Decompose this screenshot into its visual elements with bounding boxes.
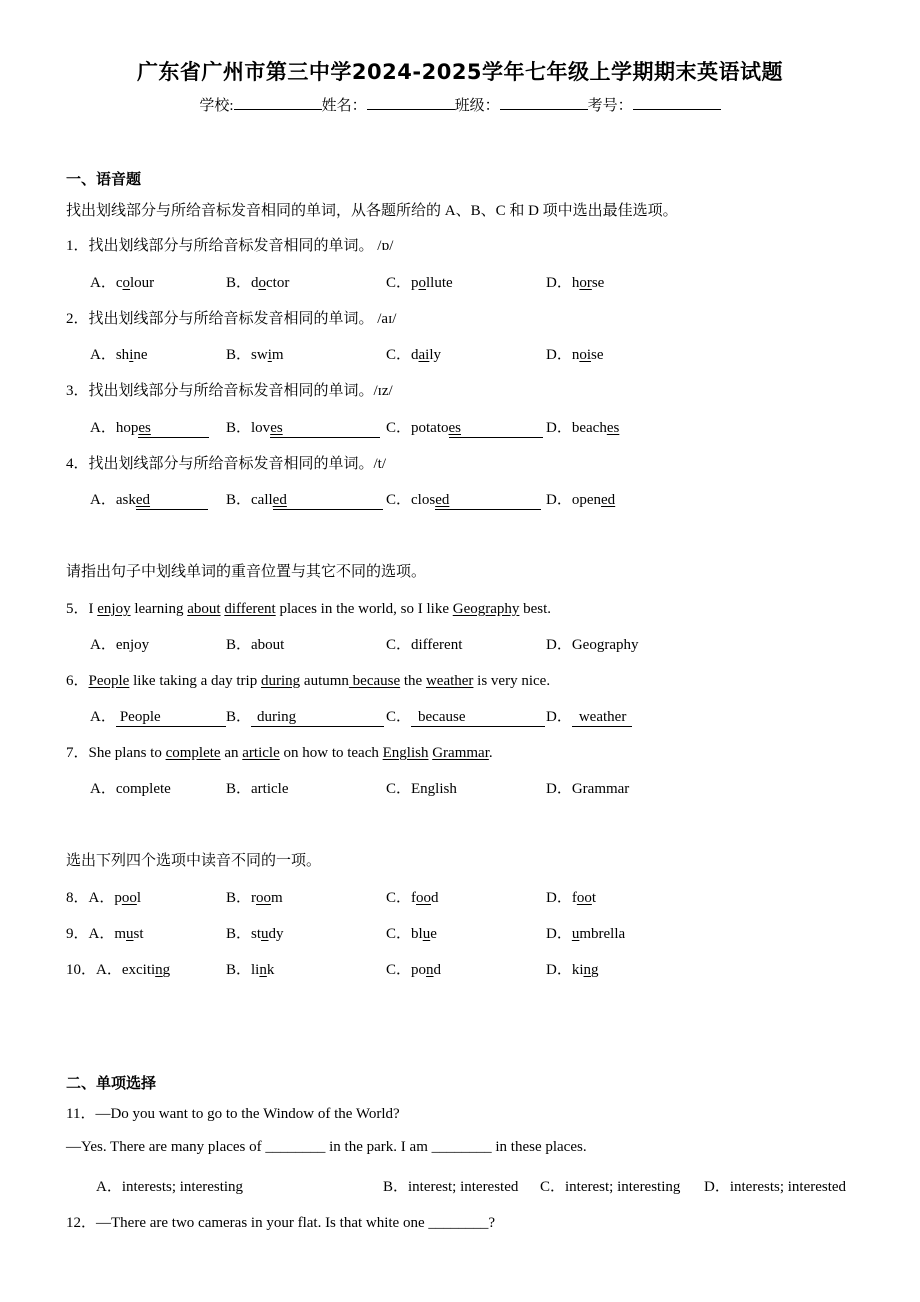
q5-option-c[interactable]: C．different bbox=[386, 637, 463, 653]
q6-option-b[interactable]: B． during bbox=[226, 705, 384, 727]
q8-option-c[interactable]: C．food bbox=[386, 890, 439, 906]
q10-option-c[interactable]: C．pond bbox=[386, 962, 442, 978]
q10-option-b[interactable]: B．link bbox=[226, 962, 275, 978]
q4-stem: 4．找出划线部分与所给音标发音相同的单词。/t/ bbox=[66, 456, 387, 472]
section1-intro: 找出划线部分与所给音标发音相同的单词，从各题所给的 A、B、C 和 D 项中选出最佳选项。 bbox=[66, 203, 678, 219]
q8-option-a[interactable]: 8．A．pool bbox=[66, 890, 142, 906]
q7-option-d[interactable]: D．Grammar bbox=[546, 781, 630, 797]
q12-blank[interactable]: ________ bbox=[428, 1215, 489, 1231]
school-label: 学校: bbox=[199, 98, 234, 114]
q6-option-a[interactable]: A． People bbox=[90, 705, 226, 727]
q6-option-d[interactable]: D． weather bbox=[546, 705, 632, 727]
q8-option-b[interactable]: B．room bbox=[226, 890, 283, 906]
q6-stem: 6．People like taking a day trip during autumn because the weather is very nice. bbox=[66, 673, 551, 689]
q11-line2: —Yes. There are many places of ________ in the park. I am ________ in these places. bbox=[66, 1139, 587, 1155]
q9-option-b[interactable]: B．study bbox=[226, 926, 284, 942]
q10-option-d[interactable]: D．king bbox=[546, 962, 599, 978]
name-label: 姓名： bbox=[321, 98, 367, 114]
q7-option-a[interactable]: A．complete bbox=[90, 781, 171, 797]
q4-option-c[interactable]: C．closed bbox=[386, 488, 541, 510]
q1-option-a[interactable]: A．colour bbox=[90, 275, 155, 291]
q2-option-b[interactable]: B．swim bbox=[226, 347, 284, 363]
q11-option-b[interactable]: B．interest; interested bbox=[383, 1179, 519, 1195]
q1-option-d[interactable]: D．horse bbox=[546, 275, 605, 291]
q7-stem: 7．She plans to complete an article on how to teach English Grammar. bbox=[66, 745, 493, 761]
q11-blank-2[interactable]: ________ bbox=[431, 1139, 492, 1155]
q3-option-d[interactable]: D．beaches bbox=[546, 420, 620, 436]
q1-stem: 1．找出划线部分与所给音标发音相同的单词。 /ɒ/ bbox=[66, 238, 394, 254]
q3-option-c[interactable]: C．potatoes bbox=[386, 416, 543, 438]
student-info-line bbox=[0, 94, 920, 115]
number-field[interactable] bbox=[633, 95, 721, 110]
q5-stem: 5．I enjoy learning about different places in the world, so I like Geography best. bbox=[66, 601, 552, 617]
section2-heading: 二、单项选择 bbox=[66, 1076, 157, 1092]
q4-option-d[interactable]: D．opened bbox=[546, 492, 616, 508]
school-field[interactable] bbox=[234, 95, 322, 110]
class-label: 班级： bbox=[454, 98, 500, 114]
q9-option-a[interactable]: 9．A．must bbox=[66, 926, 144, 942]
q9-option-c[interactable]: C．blue bbox=[386, 926, 437, 942]
q3-option-a[interactable]: A．hopes bbox=[90, 416, 209, 438]
q2-option-a[interactable]: A．shine bbox=[90, 347, 148, 363]
q11-option-d[interactable]: D．interests; interested bbox=[704, 1179, 847, 1195]
q11-blank-1[interactable]: ________ bbox=[265, 1139, 326, 1155]
class-field[interactable] bbox=[500, 95, 588, 110]
q2-stem: 2．找出划线部分与所给音标发音相同的单词。 /aɪ/ bbox=[66, 311, 397, 327]
q5-option-b[interactable]: B．about bbox=[226, 637, 285, 653]
q2-option-d[interactable]: D．noise bbox=[546, 347, 604, 363]
q11-line1: 11．—Do you want to go to the Window of the World? bbox=[66, 1106, 400, 1122]
stress-intro: 请指出句子中划线单词的重音位置与其它不同的选项。 bbox=[66, 564, 427, 580]
q11-option-a[interactable]: A．interests; interesting bbox=[96, 1179, 244, 1195]
q2-option-c[interactable]: C．daily bbox=[386, 347, 442, 363]
section1-heading: 一、语音题 bbox=[66, 172, 142, 188]
q1-option-b[interactable]: B．doctor bbox=[226, 275, 290, 291]
diff-intro: 选出下列四个选项中读音不同的一项。 bbox=[66, 853, 322, 869]
name-field[interactable] bbox=[367, 95, 455, 110]
exam-title: 广东省广州市第三中学2024-2025学年七年级上学期期末英语试题 bbox=[136, 60, 784, 84]
q7-option-c[interactable]: C．English bbox=[386, 781, 457, 797]
q6-option-c[interactable]: C． because bbox=[386, 705, 545, 727]
q9-option-d[interactable]: D．umbrella bbox=[546, 926, 626, 942]
q11-option-c[interactable]: C．interest; interesting bbox=[540, 1179, 681, 1195]
q1-option-c[interactable]: C．pollute bbox=[386, 275, 453, 291]
q8-option-d[interactable]: D．foot bbox=[546, 890, 597, 906]
number-label: 考号： bbox=[587, 98, 633, 114]
q12-line1: 12．—There are two cameras in your flat. Is that white one ________? bbox=[66, 1215, 496, 1231]
q5-option-a[interactable]: A．enjoy bbox=[90, 637, 150, 653]
q10-option-a[interactable]: 10．A．exciting bbox=[66, 962, 171, 978]
q3-option-b[interactable]: B．loves bbox=[226, 416, 380, 438]
q5-option-d[interactable]: D．Geography bbox=[546, 637, 639, 653]
q7-option-b[interactable]: B．article bbox=[226, 781, 289, 797]
q3-stem: 3．找出划线部分与所给音标发音相同的单词。/ɪz/ bbox=[66, 383, 393, 399]
q4-option-b[interactable]: B．called bbox=[226, 488, 383, 510]
q4-option-a[interactable]: A．asked bbox=[90, 488, 208, 510]
